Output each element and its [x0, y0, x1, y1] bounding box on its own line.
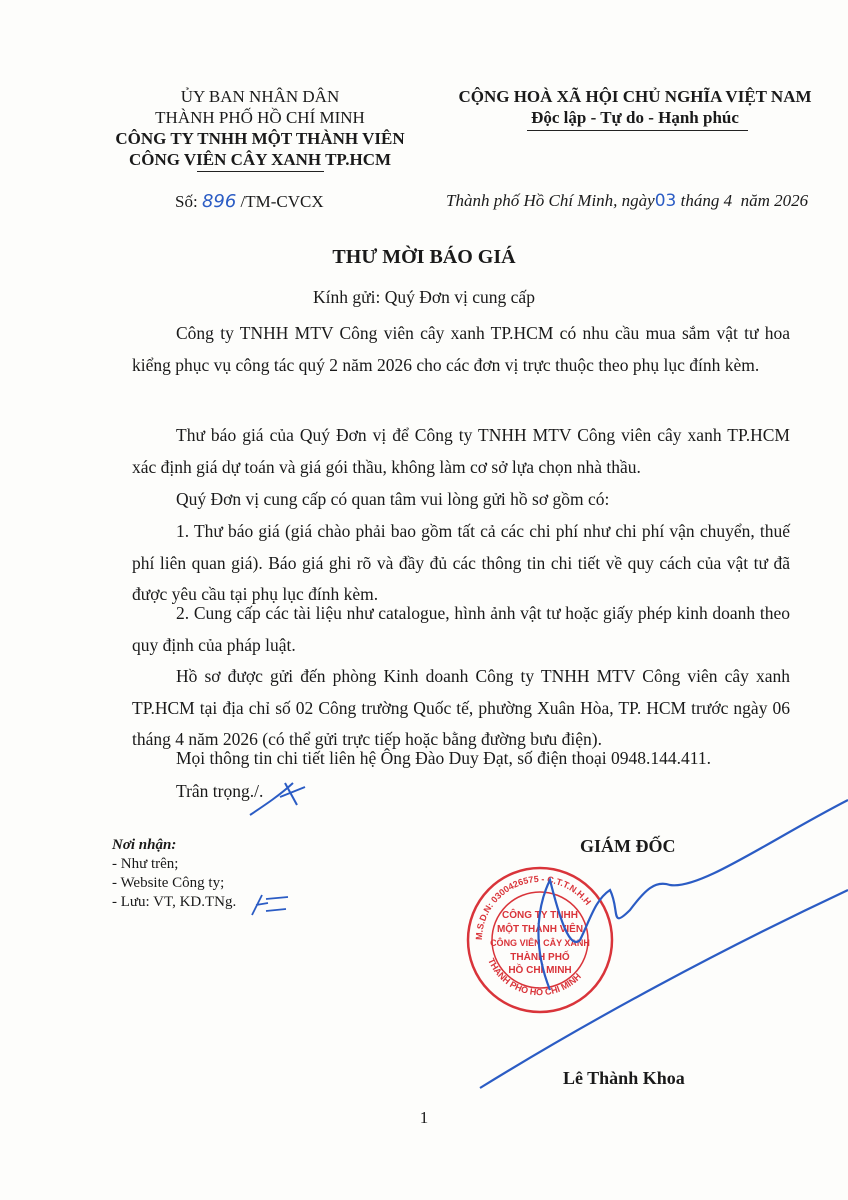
paragraph-submission: Hồ sơ được gửi đến phòng Kinh doanh Công ty TNHH MTV Công viên cây xanh TP.HCM tại địa chỉ số 02 Công trường Quốc tế, phường Xuân Hòa, TP. HCM trước ngày 06 tháng 4 năm 2026 (có thể gửi trực tiếp hoặc bằng đường bưu điện). — [132, 666, 790, 749]
closing: Trân trọng./. — [176, 781, 264, 801]
recipients-heading: Nơi nhận: — [112, 837, 177, 853]
signer-name: Lê Thành Khoa — [563, 1068, 685, 1088]
recipient-item: - Lưu: VT, KD.TNg. — [112, 894, 237, 910]
svg-text:THÀNH PHỐ: THÀNH PHỐ — [510, 952, 570, 963]
recipient-item: - Như trên; — [112, 856, 179, 872]
date-line — [446, 191, 808, 211]
svg-text:CÔNG TY TNHH: CÔNG TY TNHH — [502, 910, 578, 921]
paragraph-3: Quý Đơn vị cung cấp có quan tâm vui lòng gửi hồ sơ gồm có: — [176, 489, 610, 509]
doc-number-suffix: /TM-CVCX — [240, 192, 324, 211]
header-left-underline — [197, 171, 324, 172]
paragraph-2: Thư báo giá của Quý Đơn vị để Công ty TNHH MTV Công viên cây xanh TP.HCM xác định giá dự toán và giá gói thầu, không làm cơ sở lựa chọn nhà thầu. — [132, 425, 790, 477]
salutation: Kính gửi: Quý Đơn vị cung cấp — [313, 287, 535, 307]
company-line-1: CÔNG TY TNHH MỘT THÀNH VIÊN — [115, 129, 405, 148]
motto: Độc lập - Tự do - Hạnh phúc — [531, 108, 739, 127]
date-day-handwritten: 03 — [654, 191, 677, 211]
agency-line-2: THÀNH PHỐ HỒ CHÍ MINH — [155, 108, 365, 127]
paragraph-item-1: 1. Thư báo giá (giá chào phải bao gồm tất cả các chi phí như chi phí vận chuyển, thuế phí liên quan giá). Báo giá ghi rõ và đầy đủ các thông tin chi tiết về quy cách của vật tư đã được yêu cầu tại phụ lục đính kèm. — [132, 521, 790, 604]
motto-underline — [527, 130, 748, 131]
signature-icon — [470, 790, 848, 1100]
nation-title: CỘNG HOÀ XÃ HỘI CHỦ NGHĨA VIỆT NAM — [458, 87, 812, 106]
svg-text:MỘT THÀNH VIÊN: MỘT THÀNH VIÊN — [496, 924, 584, 935]
agency-line-1: ỦY BAN NHÂN DÂN — [180, 87, 340, 106]
svg-text:HỒ CHÍ MINH: HỒ CHÍ MINH — [508, 965, 572, 976]
date-rest: tháng 4 năm 2026 — [676, 191, 809, 210]
company-line-2: CÔNG VIÊN CÂY XANH TP.HCM — [128, 150, 392, 169]
date-prefix: Thành phố Hồ Chí Minh, ngày — [446, 191, 655, 210]
header-left — [90, 86, 430, 170]
svg-text:CÔNG VIÊN CÂY XANH: CÔNG VIÊN CÂY XANH — [490, 938, 590, 948]
doc-number — [175, 191, 324, 212]
initial-mark-icon — [245, 775, 315, 820]
paragraph-item-2: 2. Cung cấp các tài liệu như catalogue, hình ảnh vật tư hoặc giấy phép kinh doanh theo quy định của pháp luật. — [132, 603, 790, 655]
recipients — [112, 836, 236, 912]
recipient-item: - Website Công ty; — [112, 875, 225, 891]
svg-text:M.S.D.N: 0300426575 - C.T.T.N.: M.S.D.N: 0300426575 - C.T.T.N.H.H — [473, 873, 594, 941]
paragraph-1: Công ty TNHH MTV Công viên cây xanh TP.HCM có nhu cầu mua sắm vật tư hoa kiểng phục vụ công tác quý 2 năm 2026 cho các đơn vị trực thuộc theo phụ lục đính kèm. — [132, 323, 790, 375]
document-title: THƯ MỜI BÁO GIÁ — [332, 246, 516, 268]
page-number: 1 — [419, 1108, 429, 1127]
doc-number-prefix: Số: — [175, 192, 198, 211]
svg-text:THÀNH PHỐ HỒ CHÍ MINH: THÀNH PHỐ HỒ CHÍ MINH — [486, 956, 583, 998]
header-right — [430, 86, 840, 128]
initial-mark-icon — [248, 893, 293, 918]
signer-position: GIÁM ĐỐC — [580, 836, 676, 856]
paragraph-contact: Mọi thông tin chi tiết liên hệ Ông Đào Duy Đạt, số điện thoại 0948.144.411. — [176, 748, 711, 768]
doc-number-handwritten: 896 — [201, 191, 237, 212]
